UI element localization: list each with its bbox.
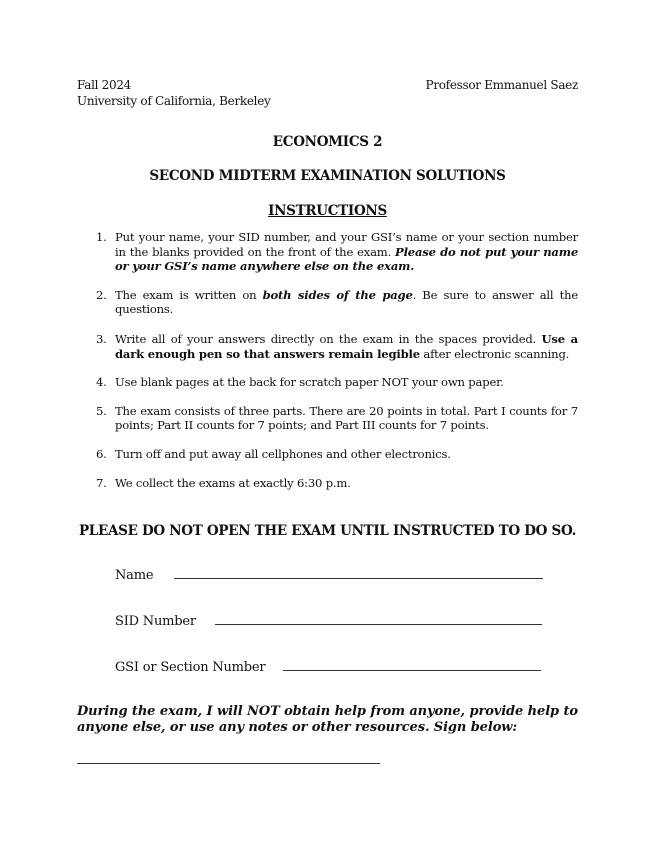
instruction-number: 5. [96,403,107,418]
sid-label: SID Number [115,614,196,629]
instruction-number: 3. [96,331,107,346]
instruction-number: 4. [96,375,107,390]
instructions-list [96,230,578,490]
name-input-line[interactable] [174,578,543,579]
gsi-label: GSI or Section Number [115,660,266,675]
instruction-item [96,230,578,274]
instruction-text: We collect the exams at exactly 6:30 p.m. [115,475,351,490]
instruction-item [96,447,578,462]
sid-input-line[interactable] [215,624,542,625]
instruction-text: The exam is written on [115,287,263,302]
instruction-item [96,404,578,433]
instruction-emphasis: both sides of the page [262,287,413,302]
instruction-number: 6. [96,446,107,461]
instruction-text: Write all of your answers directly on the exam in the spaces provided. [115,331,542,346]
honor-pledge: During the exam, I will NOT obtain help from anyone, provide help to anyone else, or use any notes or other resources. Sign below: [77,704,578,735]
instruction-text: . Be sure to answer all the questions. [115,287,578,317]
instruction-number: 7. [96,475,107,490]
instruction-emphasis: Please do not put your name or your GSI’s name anywhere else on the exam. [115,244,578,274]
instruction-item [96,288,578,317]
do-not-open-warning: PLEASE DO NOT OPEN THE EXAM UNTIL INSTRUCTED TO DO SO. [78,523,577,539]
instruction-item [96,476,578,491]
instruction-number: 2. [96,287,107,302]
instruction-item [96,332,578,361]
exam-title: SECOND MIDTERM EXAMINATION SOLUTIONS [149,168,506,184]
professor-label: Professor Emmanuel Saez [425,78,578,92]
instruction-number: 1. [96,230,107,244]
instruction-text: Use blank pages at the back for scratch paper NOT your own paper. [115,375,504,390]
name-label: Name [115,568,154,583]
gsi-input-line[interactable] [283,670,541,671]
instruction-text: Put your name, your SID number, and your GSI’s name or your section number in the blanks provided on the front of the exam. [115,230,578,259]
course-title: ECONOMICS 2 [272,134,383,150]
instruction-text: The exam consists of three parts. There are 20 points in total. Part I counts for 7 points; Part II counts for 7 points; and Part III counts for 7 points. [115,403,578,433]
instruction-emphasis: Use a dark enough pen so that answers remain legible [115,331,578,361]
instruction-item [96,375,578,390]
signature-line[interactable] [77,763,380,764]
instruction-text: after electronic scanning. [419,346,570,361]
header-left [77,77,271,109]
university-label: University of California, Berkeley [77,94,271,108]
instruction-text: Turn off and put away all cellphones and other electronics. [115,446,451,461]
term-label: Fall 2024 [77,78,131,92]
instructions-heading: INSTRUCTIONS [268,203,387,219]
